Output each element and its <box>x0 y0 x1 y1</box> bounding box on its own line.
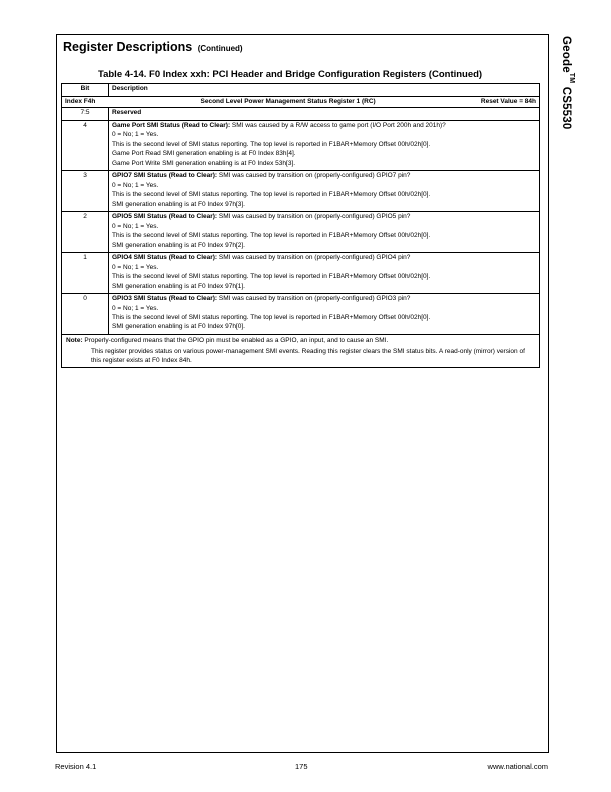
bit-cell: 0 <box>62 294 109 335</box>
col-header-bit: Bit <box>62 84 109 97</box>
register-table <box>61 83 540 368</box>
bit-cell: 4 <box>62 120 109 170</box>
description-first-line <box>112 213 536 222</box>
description-cell <box>109 171 540 212</box>
field-summary: SMI was caused by a R/W access to game port (I/O Port 200h and 201h)? <box>230 121 446 129</box>
field-title: Reserved <box>112 109 142 117</box>
field-title: Game Port SMI Status (Read to Clear): <box>112 121 231 129</box>
bit-cell: 7:5 <box>62 108 109 120</box>
description-line: Game Port Write SMI generation enabling is at F0 Index 53h[3]. <box>112 159 296 167</box>
description-line: 0 = No; 1 = Yes. <box>112 263 159 271</box>
table-row <box>62 120 540 170</box>
description-line: This is the second level of SMI status reporting. The top level is reported in F1BAR+Memory Offset 00h/02h[0]. <box>112 232 431 240</box>
description-line: 0 = No; 1 = Yes. <box>112 222 159 230</box>
description-first-line <box>112 295 536 304</box>
description-line: This is the second level of SMI status reporting. The top level is reported in F1BAR+Memory Offset 00h/02h[0]. <box>112 191 431 199</box>
note-label: Note: <box>66 336 83 344</box>
side-title-suffix: CS5530 <box>560 83 572 130</box>
register-index: Index F4h <box>65 98 96 105</box>
table-row <box>62 108 540 120</box>
description-cell <box>109 108 540 120</box>
table-row <box>62 253 540 294</box>
description-line: SMI generation enabling is at F0 Index 97h[3]. <box>112 200 245 208</box>
description-line: SMI generation enabling is at F0 Index 97h[2]. <box>112 241 245 249</box>
footer-revision: Revision 4.1 <box>55 762 97 771</box>
register-header-row <box>62 97 540 108</box>
register-name: Second Level Power Management Status Register 1 (RC) <box>200 98 376 105</box>
col-header-description: Description <box>109 84 540 97</box>
field-summary: SMI was caused by transition on (properly-configured) GPIO4 pin? <box>217 254 411 262</box>
field-title: GPIO5 SMI Status (Read to Clear): <box>112 213 218 221</box>
description-line: SMI generation enabling is at F0 Index 97h[0]. <box>112 323 245 331</box>
description-first-line <box>112 122 536 131</box>
table-caption: Table 4-14. F0 Index xxh: PCI Header and Bridge Configuration Registers (Continued) <box>98 69 483 80</box>
description-first-line <box>112 254 536 263</box>
field-summary: SMI was caused by transition on (properly-configured) GPIO5 pin? <box>217 213 411 221</box>
description-cell <box>109 253 540 294</box>
section-title-main: Register Descriptions <box>63 40 193 54</box>
note-row <box>62 334 540 367</box>
section-title-continued: (Continued) <box>197 44 243 53</box>
footer-url: www.national.com <box>487 762 548 771</box>
table-row <box>62 294 540 335</box>
section-title <box>63 40 243 54</box>
description-line: 0 = No; 1 = Yes. <box>112 304 159 312</box>
bit-cell: 2 <box>62 212 109 253</box>
field-summary: SMI was caused by transition on (properly-configured) GPIO3 pin? <box>217 295 411 303</box>
table-row <box>62 212 540 253</box>
field-title: GPIO7 SMI Status (Read to Clear): <box>112 172 218 180</box>
description-cell <box>109 294 540 335</box>
description-line: This is the second level of SMI status reporting. The top level is reported in F1BAR+Memory Offset 00h/02h[0]. <box>112 140 431 148</box>
description-line: SMI generation enabling is at F0 Index 97h[1]. <box>112 282 245 290</box>
description-line: 0 = No; 1 = Yes. <box>112 131 159 139</box>
bit-cell: 1 <box>62 253 109 294</box>
table-header-row <box>62 84 540 97</box>
description-cell <box>109 212 540 253</box>
trademark-symbol: TM <box>567 72 575 84</box>
field-title: GPIO3 SMI Status (Read to Clear): <box>112 295 218 303</box>
field-summary: SMI was caused by transition on (properly-configured) GPIO7 pin? <box>217 172 411 180</box>
description-cell <box>109 120 540 170</box>
footer-page-number: 175 <box>295 762 308 771</box>
side-product-title <box>560 36 575 129</box>
description-line: Game Port Read SMI generation enabling is at F0 Index 83h[4]. <box>112 150 296 158</box>
side-title-prefix: Geode <box>560 36 572 73</box>
description-first-line <box>112 172 536 181</box>
description-first-line <box>112 109 536 118</box>
table-row <box>62 171 540 212</box>
note-text: Properly-configured means that the GPIO pin must be enabled as a GPIO, an input, and to cause an SMI. <box>84 336 389 344</box>
register-reset-value: Reset Value = 84h <box>480 98 536 105</box>
description-line: 0 = No; 1 = Yes. <box>112 181 159 189</box>
note-paragraph: This register provides status on various power-management SMI events. Reading this register clears the SMI status bits. A read-only (mirror) version of this register exists at F0 Index 84h. <box>91 348 525 364</box>
bit-cell: 3 <box>62 171 109 212</box>
description-line: This is the second level of SMI status reporting. The top level is reported in F1BAR+Memory Offset 00h/02h[0]. <box>112 273 431 281</box>
field-title: GPIO4 SMI Status (Read to Clear): <box>112 254 218 262</box>
description-line: This is the second level of SMI status reporting. The top level is reported in F1BAR+Memory Offset 00h/02h[0]. <box>112 313 431 321</box>
